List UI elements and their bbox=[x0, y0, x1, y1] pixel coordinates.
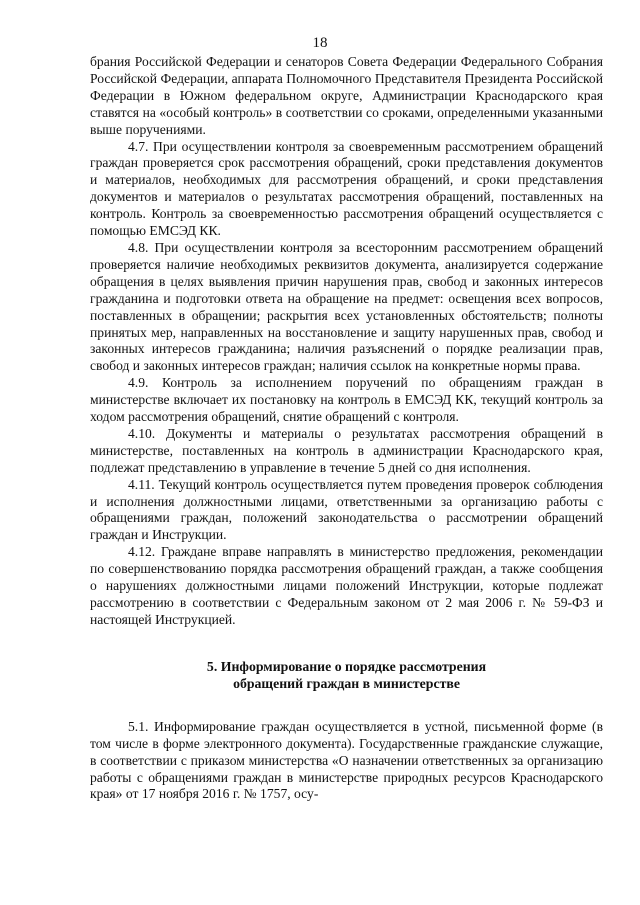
paragraph-continuation: брания Российской Федерации и сенаторов Совета Федерации Федерального Собрания Российской Федерации, аппарата Полномочного Представителя Президента Российской Федерации в Южном федеральном округе, Администрации Краснодарского края ставятся на «особый контроль» в соответствии со сроками, определенными указанными выше поручениями. bbox=[90, 54, 603, 137]
paragraph-4-9: 4.9. Контроль за исполнением поручений по обращениям граждан в министерстве включает их постановку на контроль в ЕМСЭД КК, текущий контроль за ходом рассмотрения обращений, снятие обращений с контроля. bbox=[90, 375, 603, 425]
paragraph-4-10: 4.10. Документы и материалы о результатах рассмотрения обращений в министерстве, поставленных на контроль в администрации Краснодарского края, подлежат представлению в управление в течение 5 дней со дня исполнения. bbox=[90, 425, 603, 475]
paragraph-4-11: 4.11. Текущий контроль осуществляется путем проведения проверок соблюдения и исполнения должностными лицами, ответственными за организацию работы с обращениями граждан, положений законодательства о рассмотрении обращений граждан и Инструкции. bbox=[90, 476, 603, 543]
page-number: 18 bbox=[312, 35, 328, 51]
section-heading-5 bbox=[90, 658, 603, 692]
paragraph-5-1: 5.1. Информирование граждан осуществляется в устной, письменной форме (в том числе в форме электронного документа). Государственные гражданские служащие, в соответствии с приказом министерства «О назначении ответственных за организацию работы с обращениями граждан в министерстве природных ресурсов Краснодарского края» от 17 ноября 2016 г. № 1757, осу- bbox=[90, 718, 603, 802]
section-heading-line-1: 5. Информирование о порядке рассмотрения bbox=[206, 658, 487, 674]
paragraph-4-8: 4.8. При осуществлении контроля за всесторонним рассмотрением обращений проверяется наличие необходимых реквизитов документа, анализируется содержание обращения в целях выявления причин нарушения прав, свобод и законных интересов гражданина и подготовки ответа на обращение на предмет: освещения всех вопросов, поставленных в обращении; раскрытия всех установленных обстоятельств; полноты принятых мер, направленных на восстановление и защиту нарушенных прав, свобод и законных интересов гражданина; наличия разъяснений о порядке реализации прав, свобод и законных интересов граждан; наличия ссылок на конкретные нормы права. bbox=[90, 239, 603, 374]
paragraph-4-12: 4.12. Граждане вправе направлять в министерство предложения, рекомендации по совершенствованию порядка рассмотрения обращений граждан, а также сообщения о нарушениях должностными лицами положений Инструкции, которые подлежат рассмотрению в соответствии с Федеральным законом от 2 мая 2006 г. № 59-ФЗ и настоящей Инструкцией. bbox=[90, 544, 603, 627]
paragraph-4-7: 4.7. При осуществлении контроля за своевременным рассмотрением обращений граждан проверяется срок рассмотрения обращений, сроки представления документов и материалов, необходимых для рассмотрения обращений, и сроки представления документов и материалов о результатах рассмотрения обращений, поставленных на контроль. Контроль за своевременностью рассмотрения обращений осуществляется с помощью ЕМСЭД КК. bbox=[90, 138, 603, 239]
section-heading-line-2: обращений граждан в министерстве bbox=[233, 675, 460, 691]
document-body bbox=[90, 54, 603, 803]
